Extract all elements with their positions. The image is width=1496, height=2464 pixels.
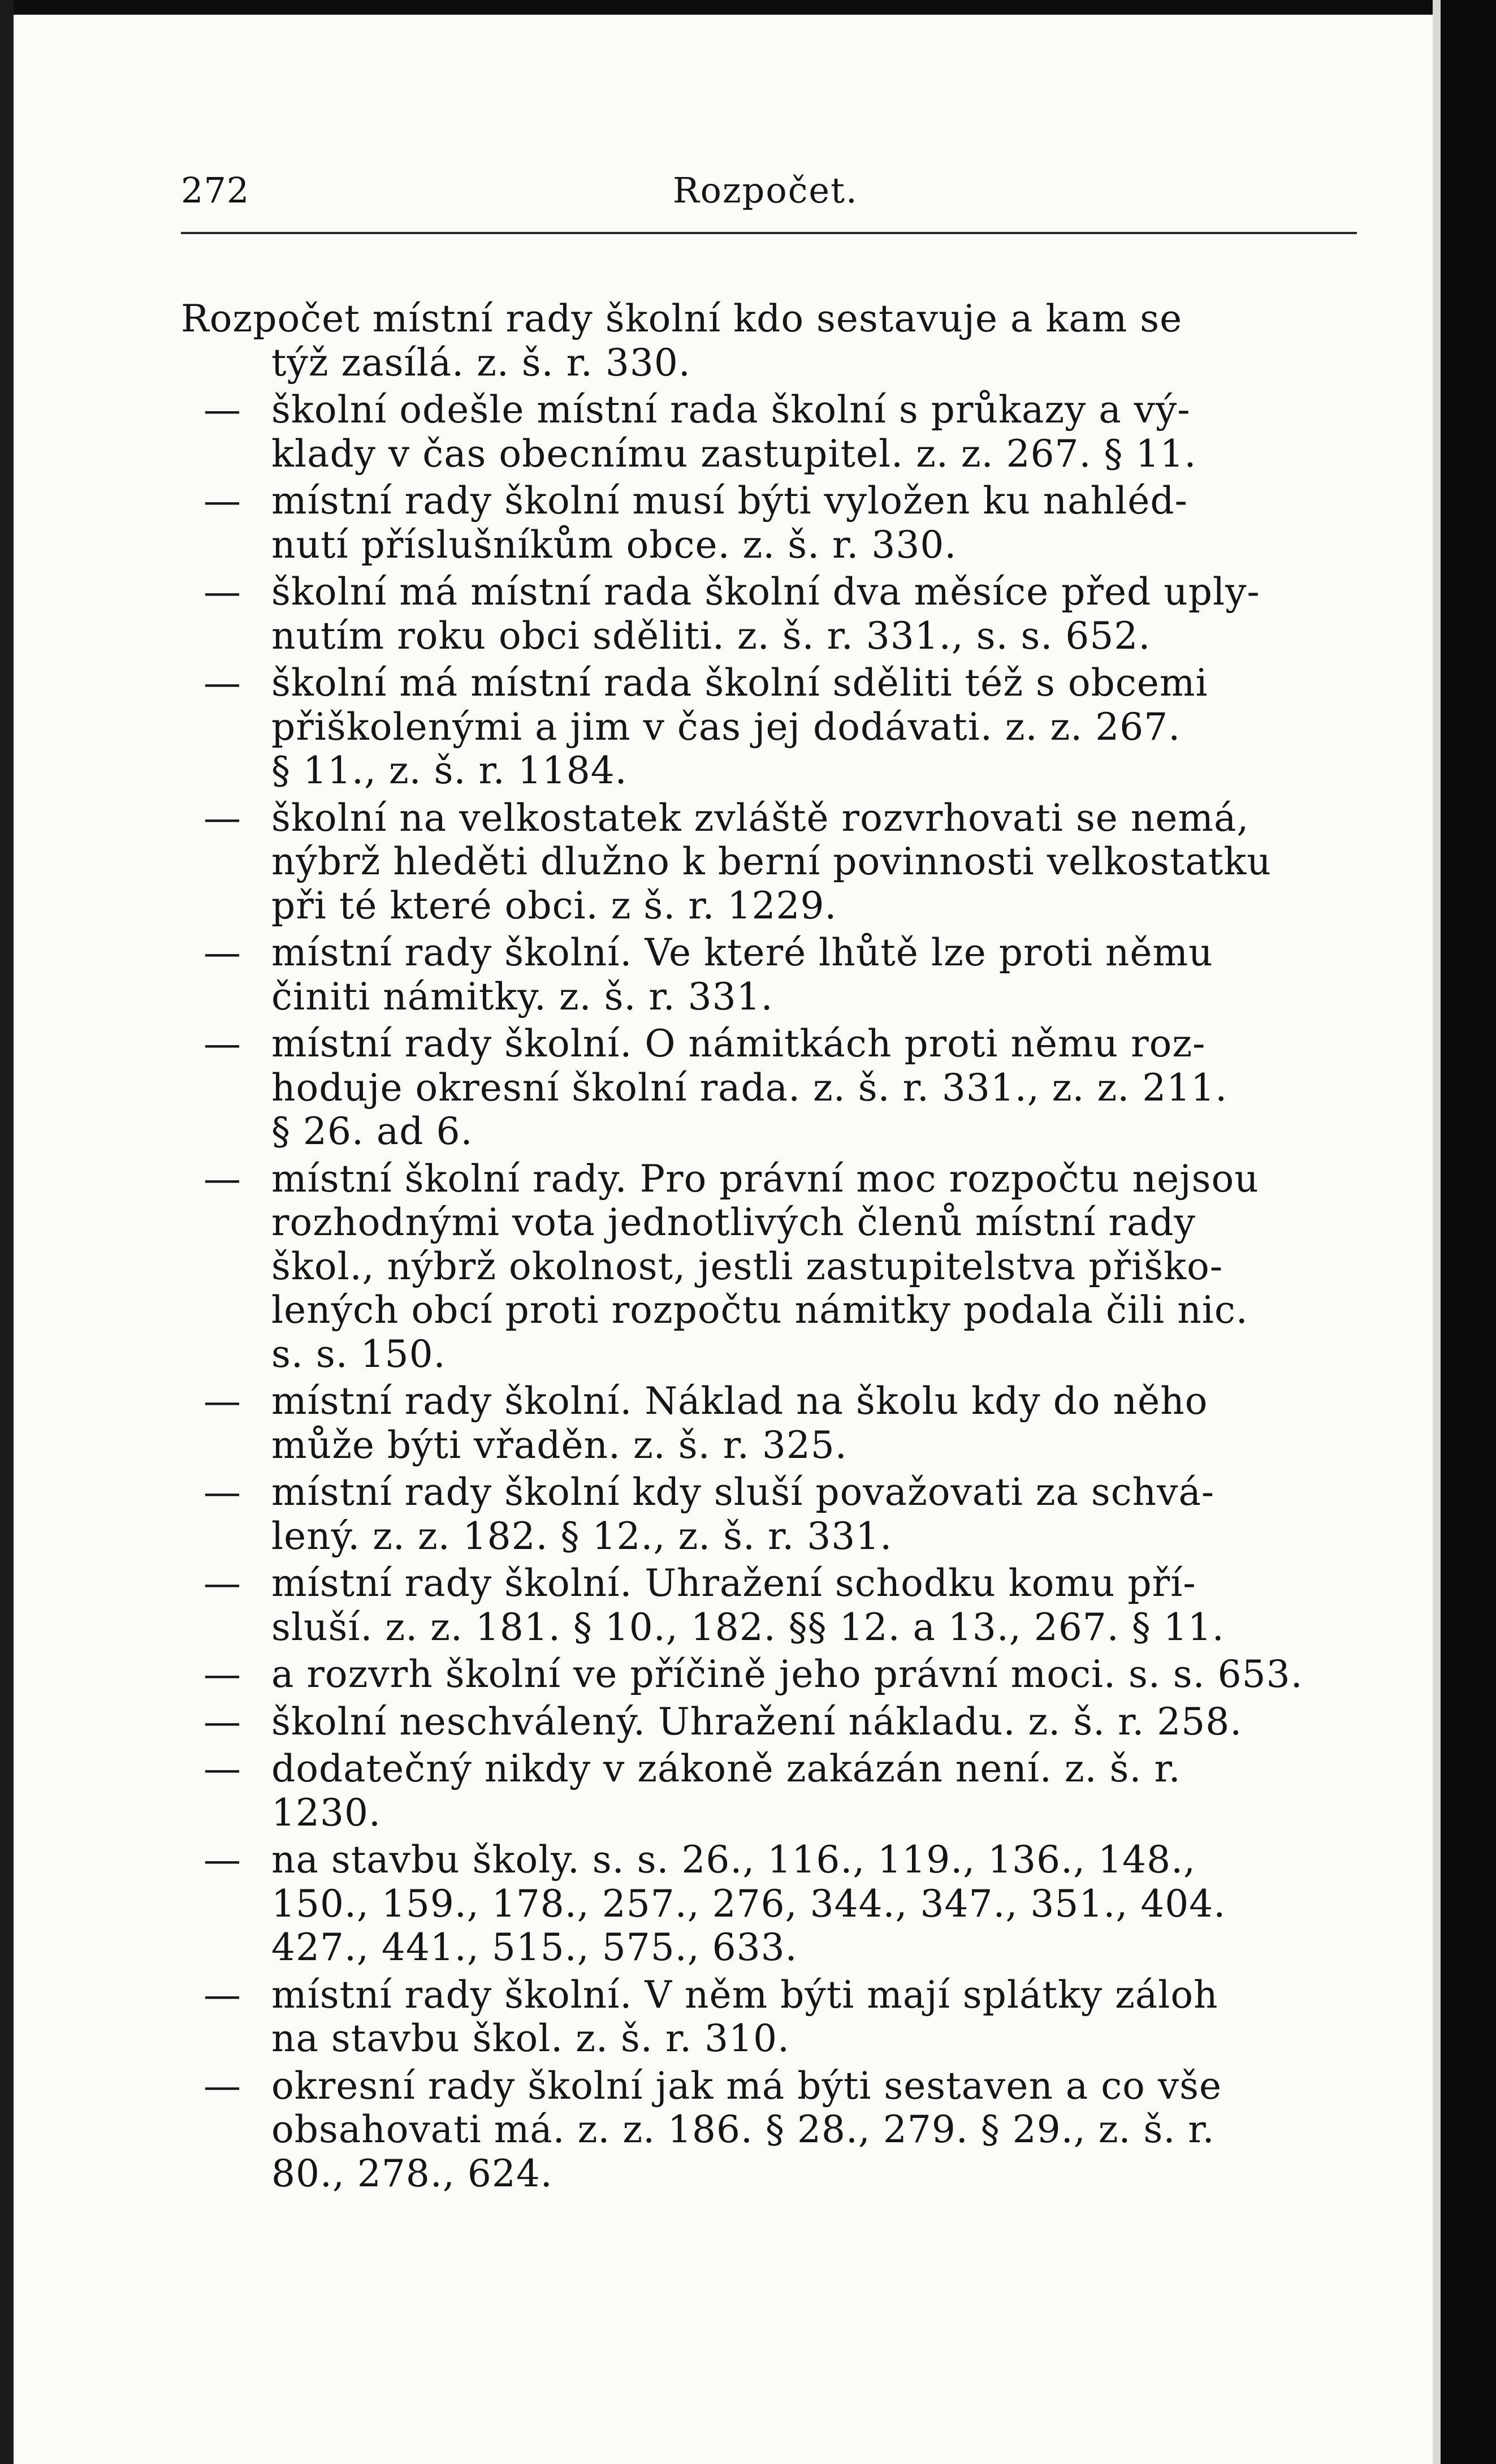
entry-line: 1230.	[271, 1790, 381, 1835]
entry-line: 150., 159., 178., 257., 276, 344., 347., 351., 404.	[271, 1882, 1226, 1926]
entry-dash: —	[204, 1379, 241, 1423]
entry-line: místní rady školní musí býti vyložen ku nahléd-	[271, 479, 1188, 523]
index-entry	[181, 661, 1357, 793]
entry-line: místní rady školní. Náklad na školu kdy do něho	[271, 1379, 1208, 1423]
entry-dash: —	[204, 661, 241, 705]
entry-line: nutím roku obci sděliti. z. š. r. 331., s. s. 652.	[271, 614, 1151, 658]
entry-line: školní na velkostatek zvláště rozvrhovati se nemá,	[271, 796, 1249, 840]
entry-line: škol., nýbrž okolnost, jestli zastupitelstva přiško-	[271, 1244, 1223, 1288]
entry-line: při té které obci. z š. r. 1229.	[271, 883, 837, 927]
index-entries	[181, 297, 1357, 2199]
entry-dash: —	[204, 1838, 241, 1882]
entry-line: nutí příslušníkům obce. z. š. r. 330.	[271, 523, 957, 567]
entry-dash: —	[204, 1157, 241, 1201]
entry-dash: —	[204, 1652, 241, 1696]
entry-line: přiškolenými a jim v čas jej dodávati. z. z. 267.	[271, 705, 1181, 749]
entry-line: místní rady školní. Ve které lhůtě lze proti němu	[271, 931, 1213, 974]
entry-dash: —	[204, 796, 241, 840]
entry-dash: —	[204, 1022, 241, 1065]
entry-line: činiti námitky. z. š. r. 331.	[271, 974, 773, 1019]
entry-line: místní rady školní kdy sluší považovati za schvá-	[271, 1470, 1215, 1514]
index-entry	[181, 1700, 1357, 1744]
entry-line: 80., 278., 624.	[271, 2151, 553, 2195]
scan-edge-right	[1441, 0, 1496, 2464]
entry-line: na stavbu školy. s. s. 26., 116., 119., 136., 148.,	[271, 1838, 1196, 1882]
entry-line: § 26. ad 6.	[271, 1110, 473, 1153]
entry-line: a rozvrh školní ve příčině jeho právní moci. s. s. 653.	[271, 1652, 1303, 1696]
index-entry	[181, 1652, 1357, 1697]
entry-line: obsahovati má. z. z. 186. § 28., 279. § 29., z. š. r.	[271, 2108, 1215, 2151]
entry-dash: —	[204, 1699, 241, 1744]
scan-edge-right-inner	[1433, 0, 1441, 2464]
entry-line: týž zasílá. z. š. r. 330.	[271, 340, 691, 385]
index-entry	[181, 1157, 1357, 1376]
index-entry	[181, 388, 1357, 476]
entry-line: sluší. z. z. 181. § 10., 182. §§ 12. a 13., 267. § 11.	[271, 1605, 1225, 1649]
index-entry	[181, 570, 1357, 658]
entry-line: může býti vřaděn. z. š. r. 325.	[271, 1423, 848, 1467]
entry-line: rozhodnými vota jednotlivých členů místní rady	[271, 1201, 1196, 1244]
entry-line: školní odešle místní rada školní s průkazy a vý-	[271, 388, 1191, 431]
entry-line: okresní rady školní jak má býti sestaven a co vše	[271, 2064, 1222, 2108]
index-entry	[181, 1470, 1357, 1558]
index-entry	[181, 1022, 1357, 1154]
page-header	[181, 170, 1357, 215]
entry-line: nýbrž hleděti dlužno k berní povinnosti velkostatku	[271, 840, 1272, 883]
index-entry	[181, 1838, 1357, 1970]
scan-edge-top	[0, 0, 1496, 15]
running-head: Rozpočet.	[673, 170, 858, 211]
entry-dash: —	[204, 931, 241, 974]
index-entry	[181, 297, 1357, 385]
entry-dash: —	[204, 1470, 241, 1514]
entry-line: místní rady školní. Uhražení schodku komu pří-	[271, 1561, 1196, 1605]
index-entry	[181, 2064, 1357, 2196]
entry-line: dodatečný nikdy v zákoně zakázán není. z. š. r.	[271, 1747, 1181, 1790]
entry-line: klady v čas obecnímu zastupitel. z. z. 267. § 11.	[271, 431, 1197, 476]
entry-dash: —	[204, 1747, 241, 1790]
index-entry	[181, 1747, 1357, 1835]
index-entry	[181, 931, 1357, 1019]
entry-line: místní rady školní. V něm býti mají splátky záloh	[271, 1973, 1218, 2017]
entry-line: školní má místní rada školní dva měsíce před uply-	[271, 570, 1260, 614]
entry-line: na stavbu škol. z. š. r. 310.	[271, 2017, 790, 2060]
entry-line: školní má místní rada školní sděliti též s obcemi	[271, 661, 1208, 705]
entry-dash: —	[204, 1973, 241, 2017]
entry-dash: —	[204, 2064, 241, 2108]
entry-line: s. s. 150.	[271, 1332, 446, 1376]
entry-line: 427., 441., 515., 575., 633.	[271, 1926, 798, 1969]
index-entry	[181, 1379, 1357, 1467]
index-entry	[181, 1561, 1357, 1649]
entry-dash: —	[204, 388, 241, 431]
index-entry	[181, 796, 1357, 928]
index-entry	[181, 1973, 1357, 2061]
scan-edge-left	[0, 0, 14, 2464]
entry-line: lený. z. z. 182. § 12., z. š. r. 331.	[271, 1514, 893, 1558]
entry-dash: —	[204, 570, 241, 614]
index-entry	[181, 479, 1357, 567]
entry-line: Rozpočet místní rady školní kdo sestavuje a kam se	[181, 297, 1183, 340]
page-number: 272	[181, 170, 250, 211]
entry-line: místní rady školní. O námitkách proti němu roz-	[271, 1022, 1206, 1065]
entry-line: místní školní rady. Pro právní moc rozpočtu nejsou	[271, 1157, 1259, 1201]
entry-line: lených obcí proti rozpočtu námitky podala čili nic.	[271, 1288, 1248, 1332]
entry-line: hoduje okresní školní rada. z. š. r. 331., z. z. 211.	[271, 1065, 1228, 1110]
entry-line: školní neschválený. Uhražení nákladu. z. š. r. 258.	[271, 1699, 1243, 1744]
entry-line: § 11., z. š. r. 1184.	[271, 749, 628, 792]
header-rule	[181, 232, 1357, 234]
entry-gap	[181, 2195, 1357, 2199]
entry-dash: —	[204, 479, 241, 523]
entry-dash: —	[204, 1561, 241, 1605]
